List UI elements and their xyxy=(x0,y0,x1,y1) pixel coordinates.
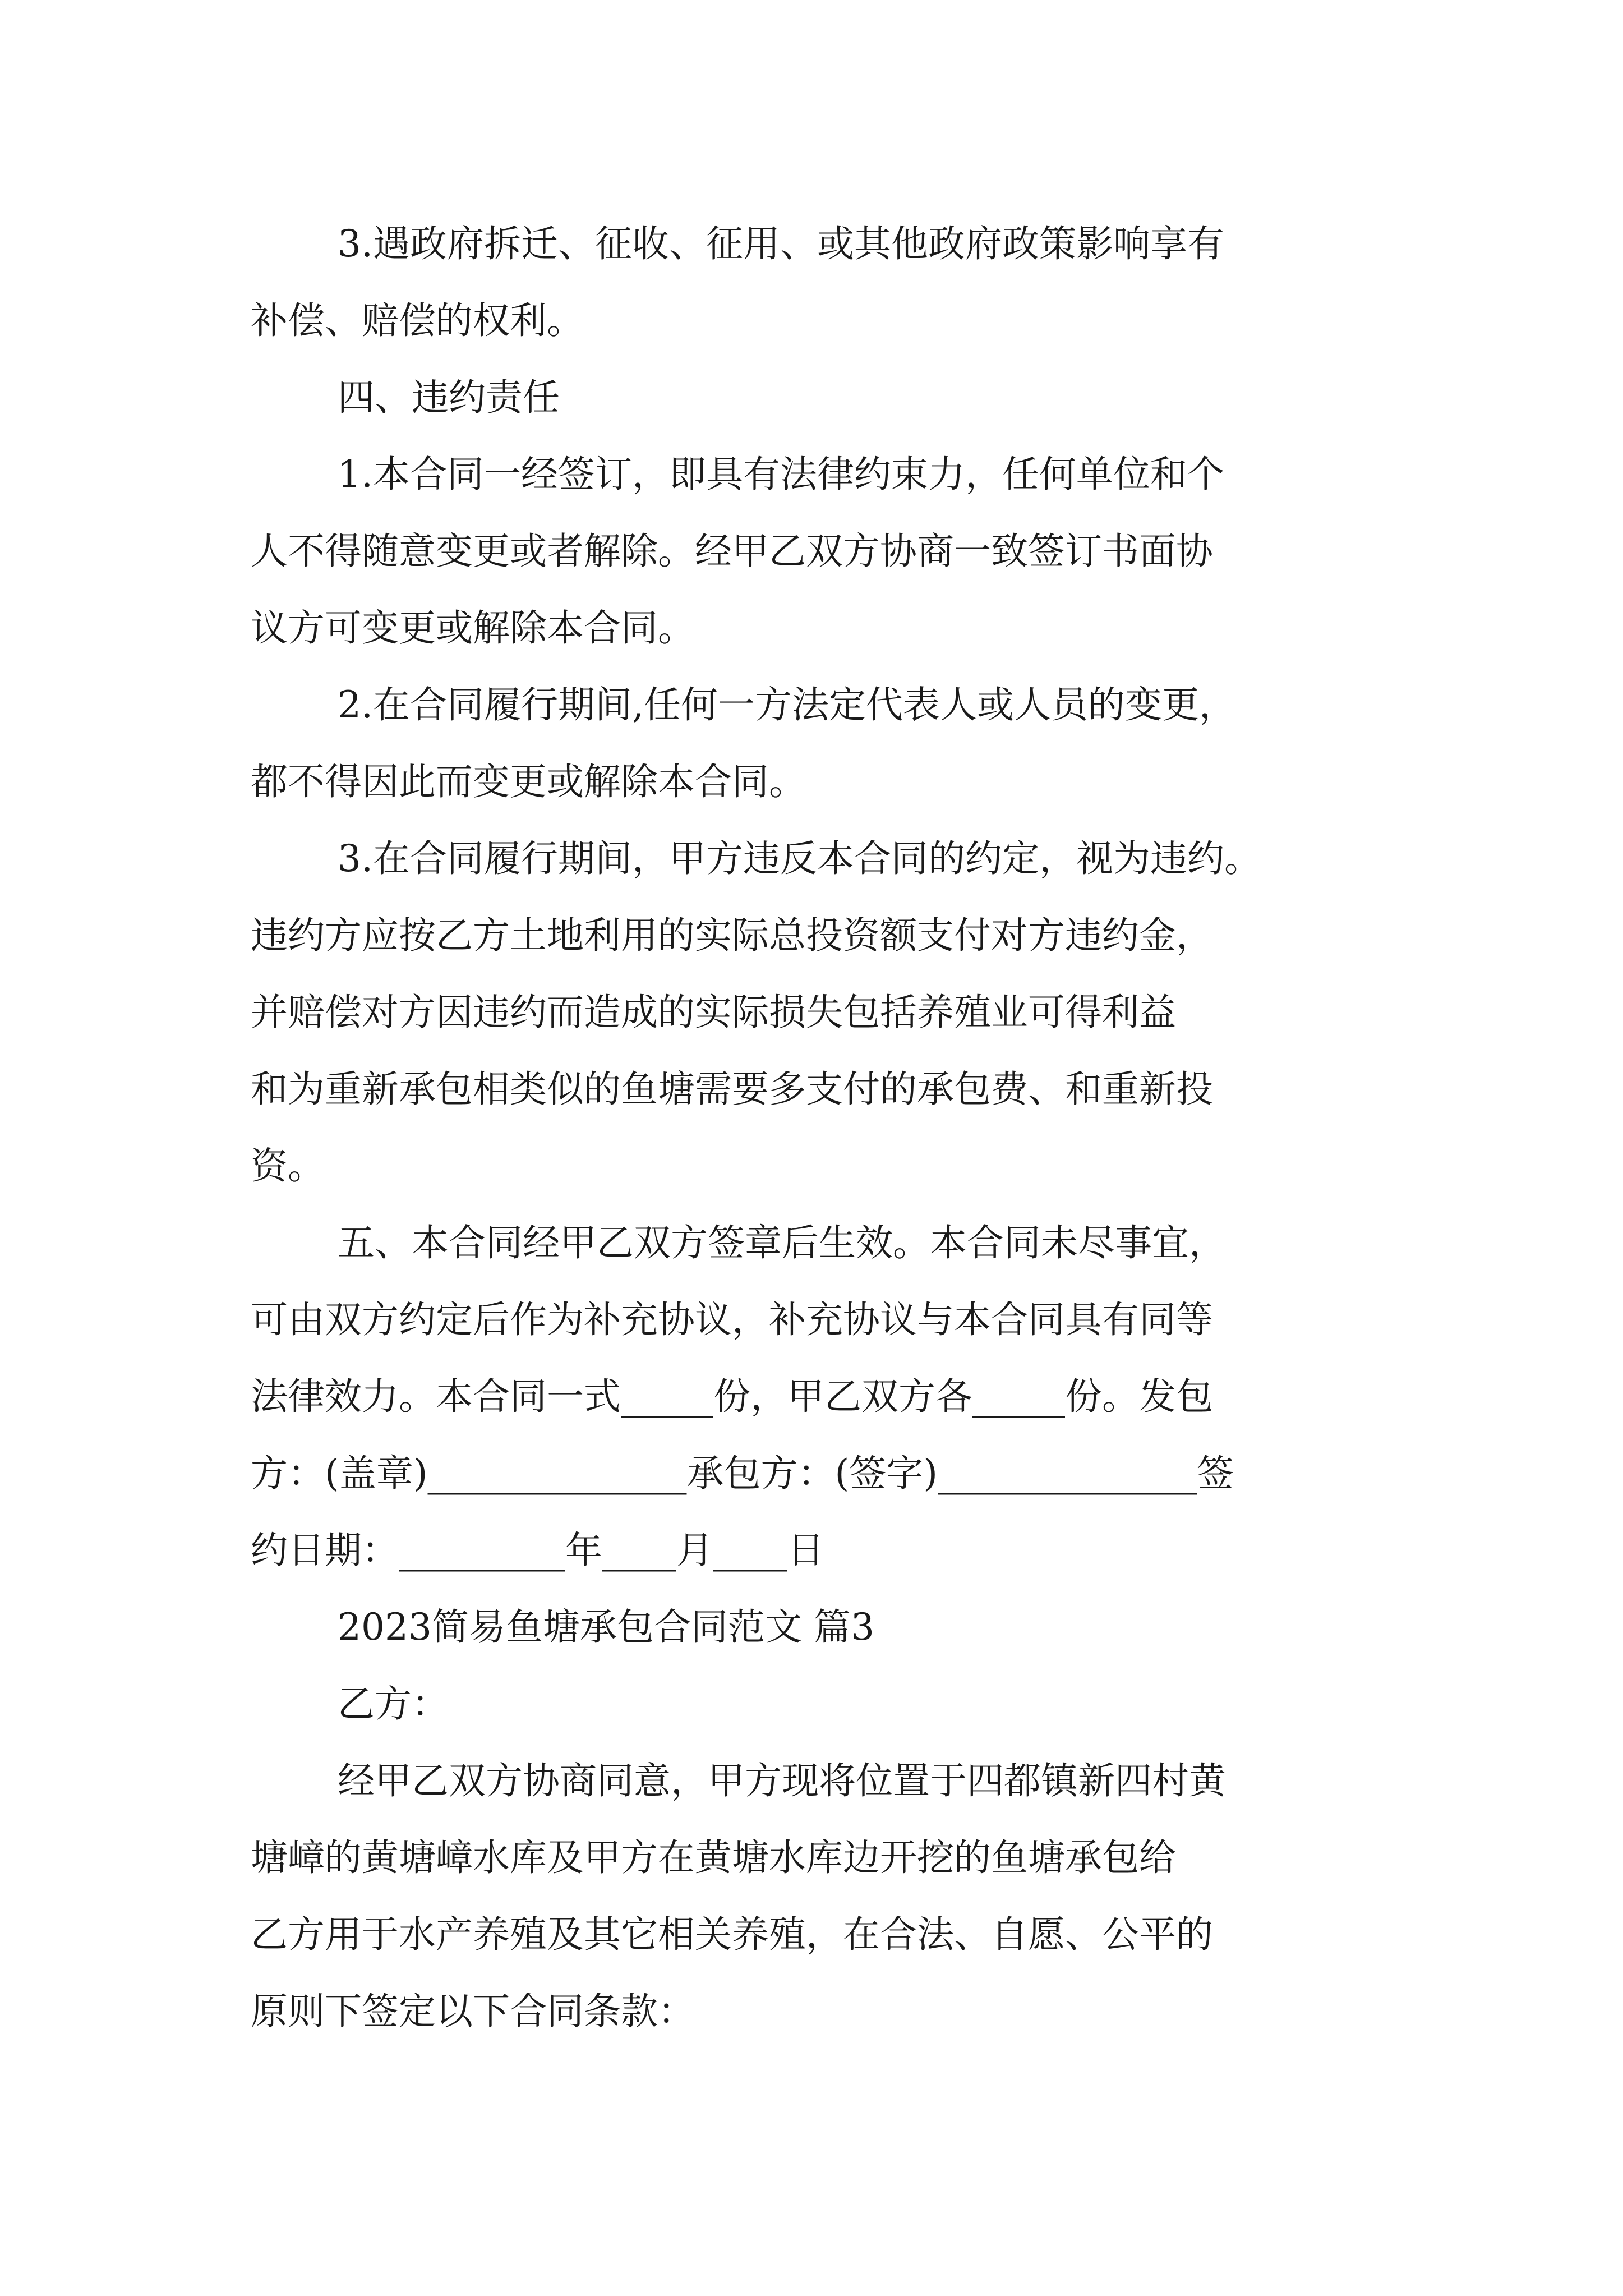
paragraph-line: 资。 xyxy=(251,1144,325,1188)
section-heading: 四、违约责任 xyxy=(338,376,560,419)
paragraph-line: 补偿、赔偿的权利。 xyxy=(251,299,584,342)
signature-line: 方：(盖章)______________承包方：(签字)______________签 xyxy=(251,1452,1234,1495)
paragraph-line: 1.本合同一经签订，即具有法律约束力，任何单位和个 xyxy=(338,453,1224,496)
paragraph-line: 3.在合同履行期间，甲方违反本合同的约定，视为违约。 xyxy=(338,837,1261,880)
paragraph-line: 乙方用于水产养殖及其它相关养殖，在合法、自愿、公平的 xyxy=(251,1913,1213,1956)
paragraph-line: 五、本合同经甲乙双方签章后生效。本合同未尽事宜， xyxy=(338,1221,1226,1264)
party-label: 乙方： xyxy=(338,1682,449,1726)
paragraph-line: 可由双方约定后作为补充协议，补充协议与本合同具有同等 xyxy=(251,1298,1213,1341)
section-title: 2023简易鱼塘承包合同范文 篇3 xyxy=(338,1605,874,1649)
paragraph-line: 并赔偿对方因违约而造成的实际损失包括养殖业可得利益 xyxy=(251,991,1176,1034)
paragraph-line: 都不得因此而变更或解除本合同。 xyxy=(251,760,806,803)
paragraph-line: 经甲乙双方协商同意，甲方现将位置于四都镇新四村黄 xyxy=(338,1759,1226,1802)
paragraph-line: 人不得随意变更或者解除。经甲乙双方协商一致签订书面协 xyxy=(251,530,1213,573)
paragraph-line: 违约方应按乙方土地利用的实际总投资额支付对方违约金， xyxy=(251,914,1213,957)
date-line: 约日期：_________年____月____日 xyxy=(251,1529,824,1572)
paragraph-line: 塘嶂的黄塘嶂水库及甲方在黄塘水库边开挖的鱼塘承包给 xyxy=(251,1836,1176,1879)
paragraph-line: 原则下签定以下合同条款： xyxy=(251,1990,695,2033)
paragraph-line: 2.在合同履行期间,任何一方法定代表人或人员的变更， xyxy=(338,683,1236,726)
paragraph-line: 3.遇政府拆迁、征收、征用、或其他政府政策影响享有 xyxy=(338,222,1224,265)
paragraph-line: 法律效力。本合同一式_____份，甲乙双方各_____份。发包 xyxy=(251,1375,1213,1418)
paragraph-line: 议方可变更或解除本合同。 xyxy=(251,606,695,650)
paragraph-line: 和为重新承包相类似的鱼塘需要多支付的承包费、和重新投 xyxy=(251,1068,1213,1111)
